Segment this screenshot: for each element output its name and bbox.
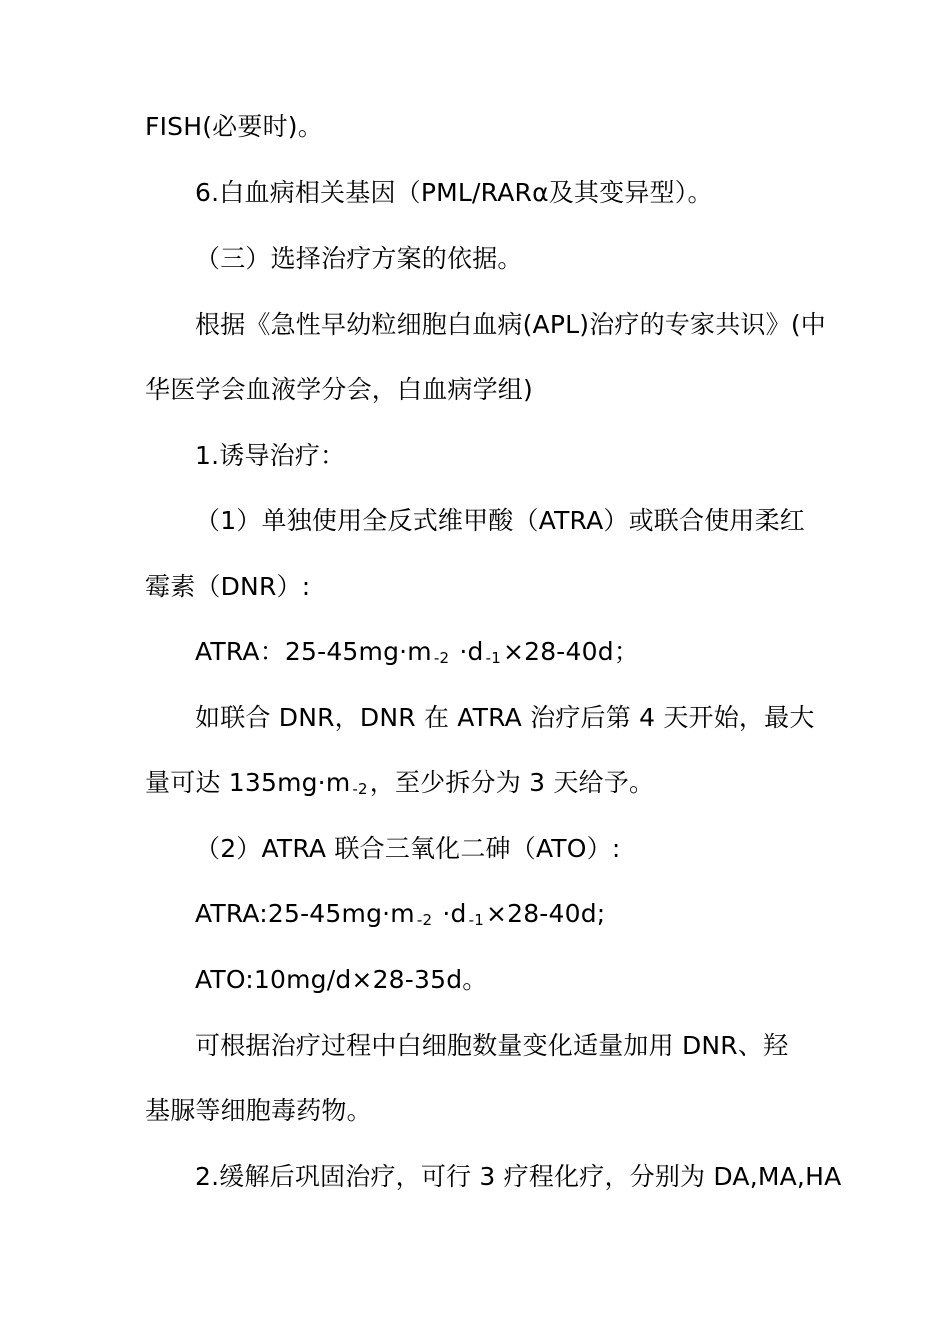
- dosage-text: ·d: [451, 637, 484, 666]
- dosage-text: ATRA：25-45mg·m: [195, 637, 432, 666]
- dosage-line: [195, 632, 825, 672]
- superscript: -2: [416, 911, 433, 929]
- superscript: -1: [468, 911, 484, 929]
- text-line: ATO:10mg/d×28-35d。: [195, 965, 488, 994]
- dosage-text: ×28-40d；: [502, 637, 640, 666]
- dosage-text: ATRA:25-45mg·m: [195, 899, 415, 928]
- text-line: 6.白血病相关基因（PML/RARα及其变异型）。: [195, 178, 713, 207]
- text-line: FISH(必要时)。: [145, 112, 323, 141]
- dosage-line: [145, 763, 825, 803]
- section-heading: （三）选择治疗方案的依据。: [195, 244, 523, 273]
- dosage-text: 量可达 135mg·m: [145, 768, 351, 797]
- text-line: （1）单独使用全反式维甲酸（ATRA）或联合使用柔红: [195, 506, 805, 535]
- text-line: 2.缓解后巩固治疗，可行 3 疗程化疗，分别为 DA,MA,HA: [195, 1162, 842, 1191]
- text-line: 根据《急性早幼粒细胞白血病(APL)治疗的专家共识》(中: [195, 310, 826, 339]
- superscript: -2: [352, 780, 368, 798]
- text-line: 霉素（DNR）:: [145, 572, 311, 601]
- dosage-text: ，至少拆分为 3 天给予。: [369, 768, 655, 797]
- superscript: -1: [485, 649, 501, 667]
- text-line: 如联合 DNR，DNR 在 ATRA 治疗后第 4 天开始，最大: [195, 703, 815, 732]
- text-line: （2）ATRA 联合三氧化二砷（ATO）:: [195, 834, 621, 863]
- text-line: 可根据治疗过程中白细胞数量变化适量加用 DNR、羟: [195, 1031, 789, 1060]
- text-line: 1.诱导治疗：: [195, 441, 346, 470]
- dosage-text: ×28-40d;: [485, 899, 606, 928]
- dosage-text: ·d: [434, 899, 467, 928]
- text-line: 基脲等细胞毒药物。: [145, 1096, 372, 1125]
- text-line: 华医学会血液学分会，白血病学组): [145, 375, 533, 404]
- superscript: -2: [433, 649, 450, 667]
- dosage-line: [195, 894, 825, 934]
